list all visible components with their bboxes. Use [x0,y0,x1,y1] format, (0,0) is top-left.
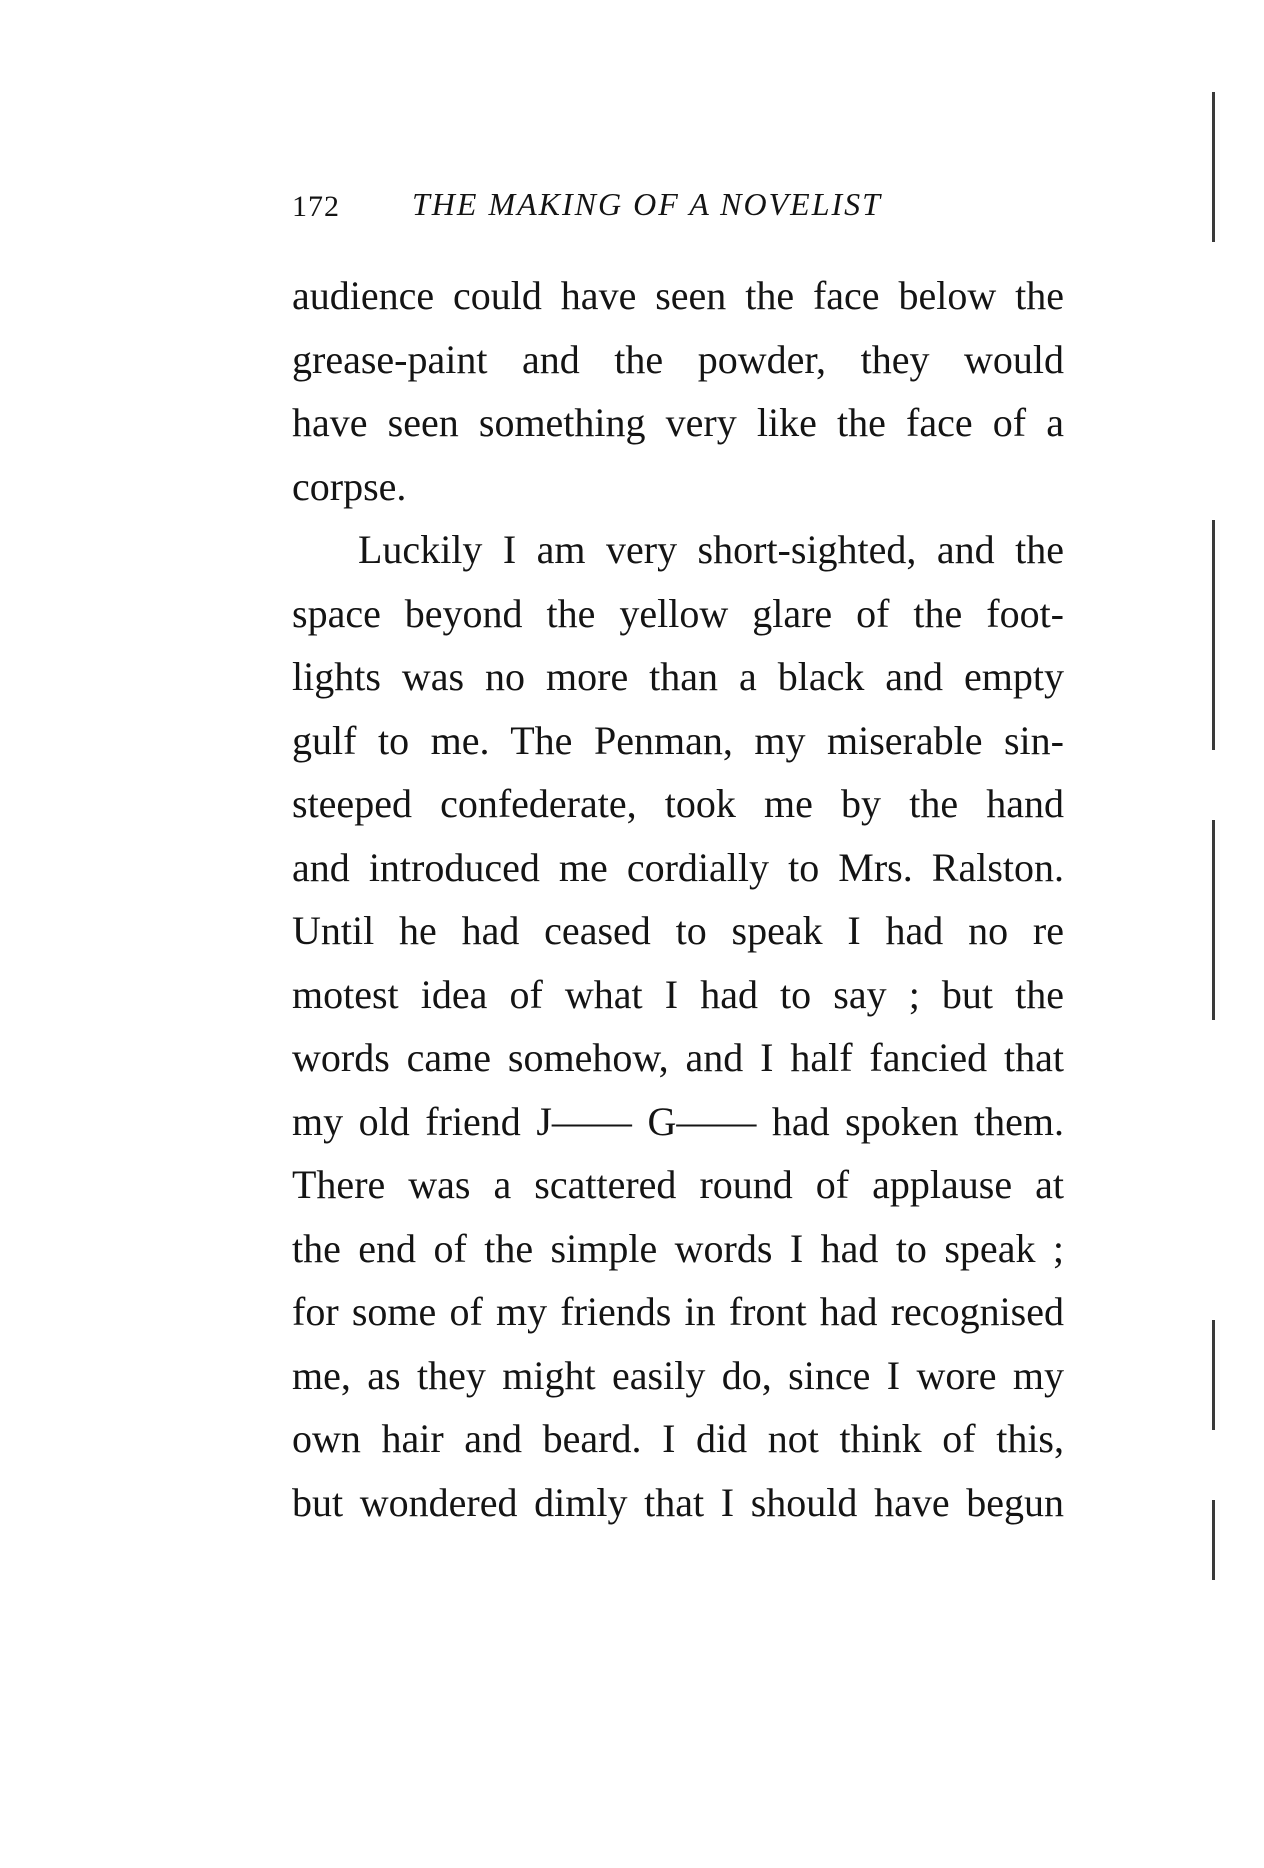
text-line: have seen something very like the face of a [292,400,1064,445]
text-line: words came somehow, and I half fancied that [292,1035,1064,1080]
scan-edge-mark [1212,1500,1215,1580]
text-line: motest idea of what I had to say ; but the [292,971,1064,1017]
scan-edge-mark [1212,1320,1215,1430]
text-line: own hair and beard. I did not think of this, [292,1416,1064,1461]
text-line: my old friend J—— G—— had spoken them. [292,1098,1064,1144]
text-line: gulf to me. The Penman, my miserable sin- [292,717,1064,763]
text-line: for some of my friends in front had recognised [292,1289,1064,1334]
text-line: the end of the simple words I had to speak ; [292,1225,1064,1271]
page-header [292,186,1072,236]
scan-edge-mark [1212,92,1215,242]
scan-edge-mark [1212,820,1215,1020]
text-line: and introduced me cordially to Mrs. Ralston. [292,844,1064,890]
page-number: 172 [292,190,340,223]
text-line: grease-paint and the powder, they would [292,336,1064,382]
text-line: steeped confederate, took me by the hand [292,781,1064,826]
text-line: corpse. [292,463,407,509]
text-line: lights was no more than a black and empty [292,654,1064,699]
text-line: audience could have seen the face below the [292,273,1064,318]
text-line: There was a scattered round of applause at [292,1162,1064,1207]
text-line: Luckily I am very short-sighted, and the [358,527,1064,572]
scan-edge-mark [1212,520,1215,750]
body-text [292,264,1064,1534]
text-line: Until he had ceased to speak I had no re [292,908,1064,953]
text-line: but wondered dimly that I should have begun [292,1479,1064,1525]
running-head: THE MAKING OF A NOVELIST [412,186,882,222]
text-line: me, as they might easily do, since I wore my [292,1352,1064,1398]
text-line: space beyond the yellow glare of the foot- [292,590,1064,636]
